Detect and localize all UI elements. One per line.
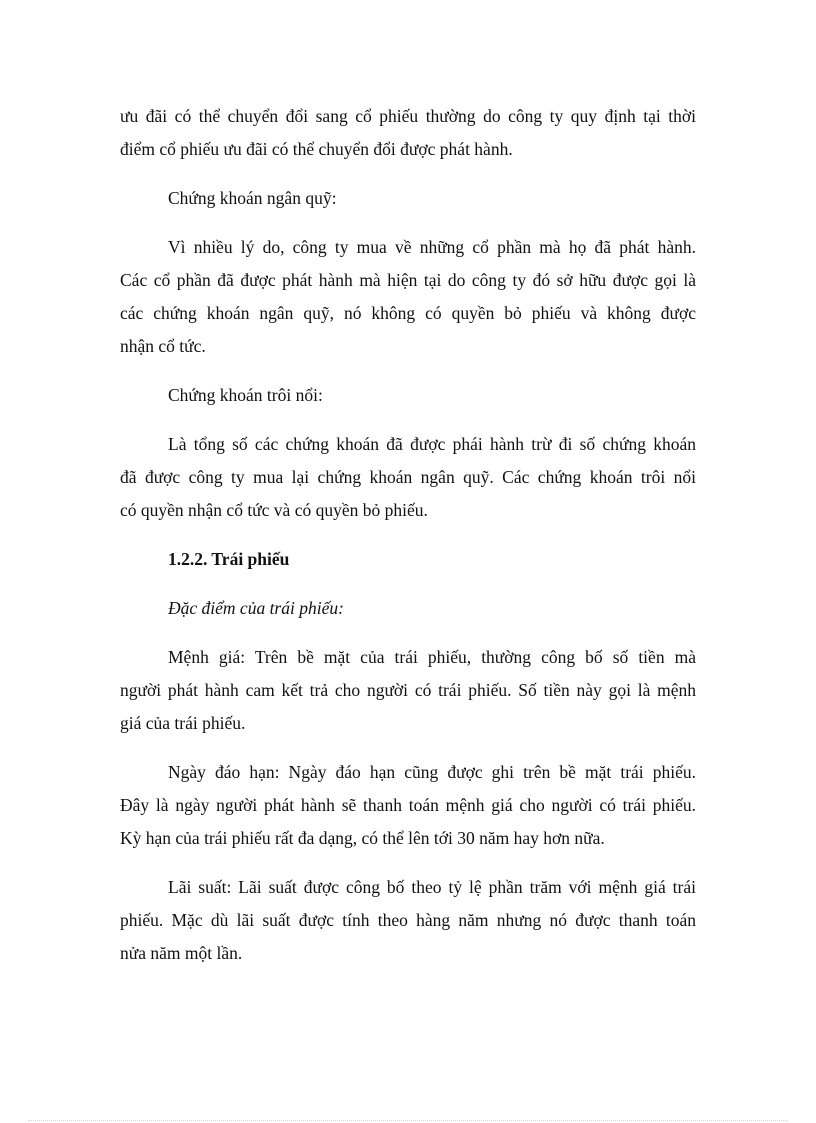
text-line: ưu đãi có thể chuyển đổi sang cổ phiếu thường do công ty quy định tại thời — [120, 106, 696, 126]
text-line: Mệnh giá: Trên bề mặt của trái phiếu, thường công bố số tiền mà — [168, 647, 696, 667]
text-line: Các cổ phần đã được phát hành mà hiện tại do công ty đó sở hữu được gọi là — [120, 270, 696, 290]
page-bottom-divider — [28, 1120, 788, 1121]
paragraph-convertible-preferred — [120, 100, 696, 166]
text-line: Là tổng số các chứng khoán đã được phái hành trừ đi số chứng khoán — [168, 434, 696, 454]
text-line: Lãi suất: Lãi suất được công bố theo tỷ lệ phần trăm với mệnh giá trái — [168, 877, 696, 897]
text-line: giá của trái phiếu. — [120, 713, 246, 733]
section-heading: 1.2.2. Trái phiếu — [168, 549, 290, 569]
text-line: Đây là ngày người phát hành sẽ thanh toán mệnh giá cho người có trái phiếu. — [120, 795, 696, 815]
text-line: nhận cổ tức. — [120, 336, 206, 356]
paragraph-floating-stock — [120, 428, 696, 527]
text-line: điểm cổ phiếu ưu đãi có thể chuyển đổi được phát hành. — [120, 139, 513, 159]
text-line: đã được công ty mua lại chứng khoán ngân quỹ. Các chứng khoán trôi nổi — [120, 467, 696, 487]
text-line: nửa năm một lần. — [120, 943, 243, 963]
section-subheading: Đặc điểm của trái phiếu: — [168, 598, 344, 618]
label-floating-stock: Chứng khoán trôi nổi: — [168, 385, 323, 405]
text-line: Vì nhiều lý do, công ty mua về những cổ phần mà họ đã phát hành. — [168, 237, 696, 257]
text-line: có quyền nhận cổ tức và có quyền bỏ phiếu. — [120, 500, 428, 520]
text-line: các chứng khoán ngân quỹ, nó không có quyền bỏ phiếu và không được — [120, 303, 696, 323]
paragraph-face-value — [120, 641, 696, 740]
text-line: Kỳ hạn của trái phiếu rất đa dạng, có thể lên tới 30 năm hay hơn nữa. — [120, 828, 605, 848]
text-line: Ngày đáo hạn: Ngày đáo hạn cũng được ghi trên bề mặt trái phiếu. — [168, 762, 696, 782]
text-line: người phát hành cam kết trả cho người có trái phiếu. Số tiền này gọi là mệnh — [120, 680, 696, 700]
label-treasury-stock: Chứng khoán ngân quỹ: — [168, 188, 337, 208]
document-body — [120, 100, 696, 986]
paragraph-treasury-stock — [120, 231, 696, 363]
text-line: phiếu. Mặc dù lãi suất được tính theo hàng năm nhưng nó được thanh toán — [120, 910, 696, 930]
paragraph-interest-rate — [120, 871, 696, 970]
paragraph-maturity-date — [120, 756, 696, 855]
